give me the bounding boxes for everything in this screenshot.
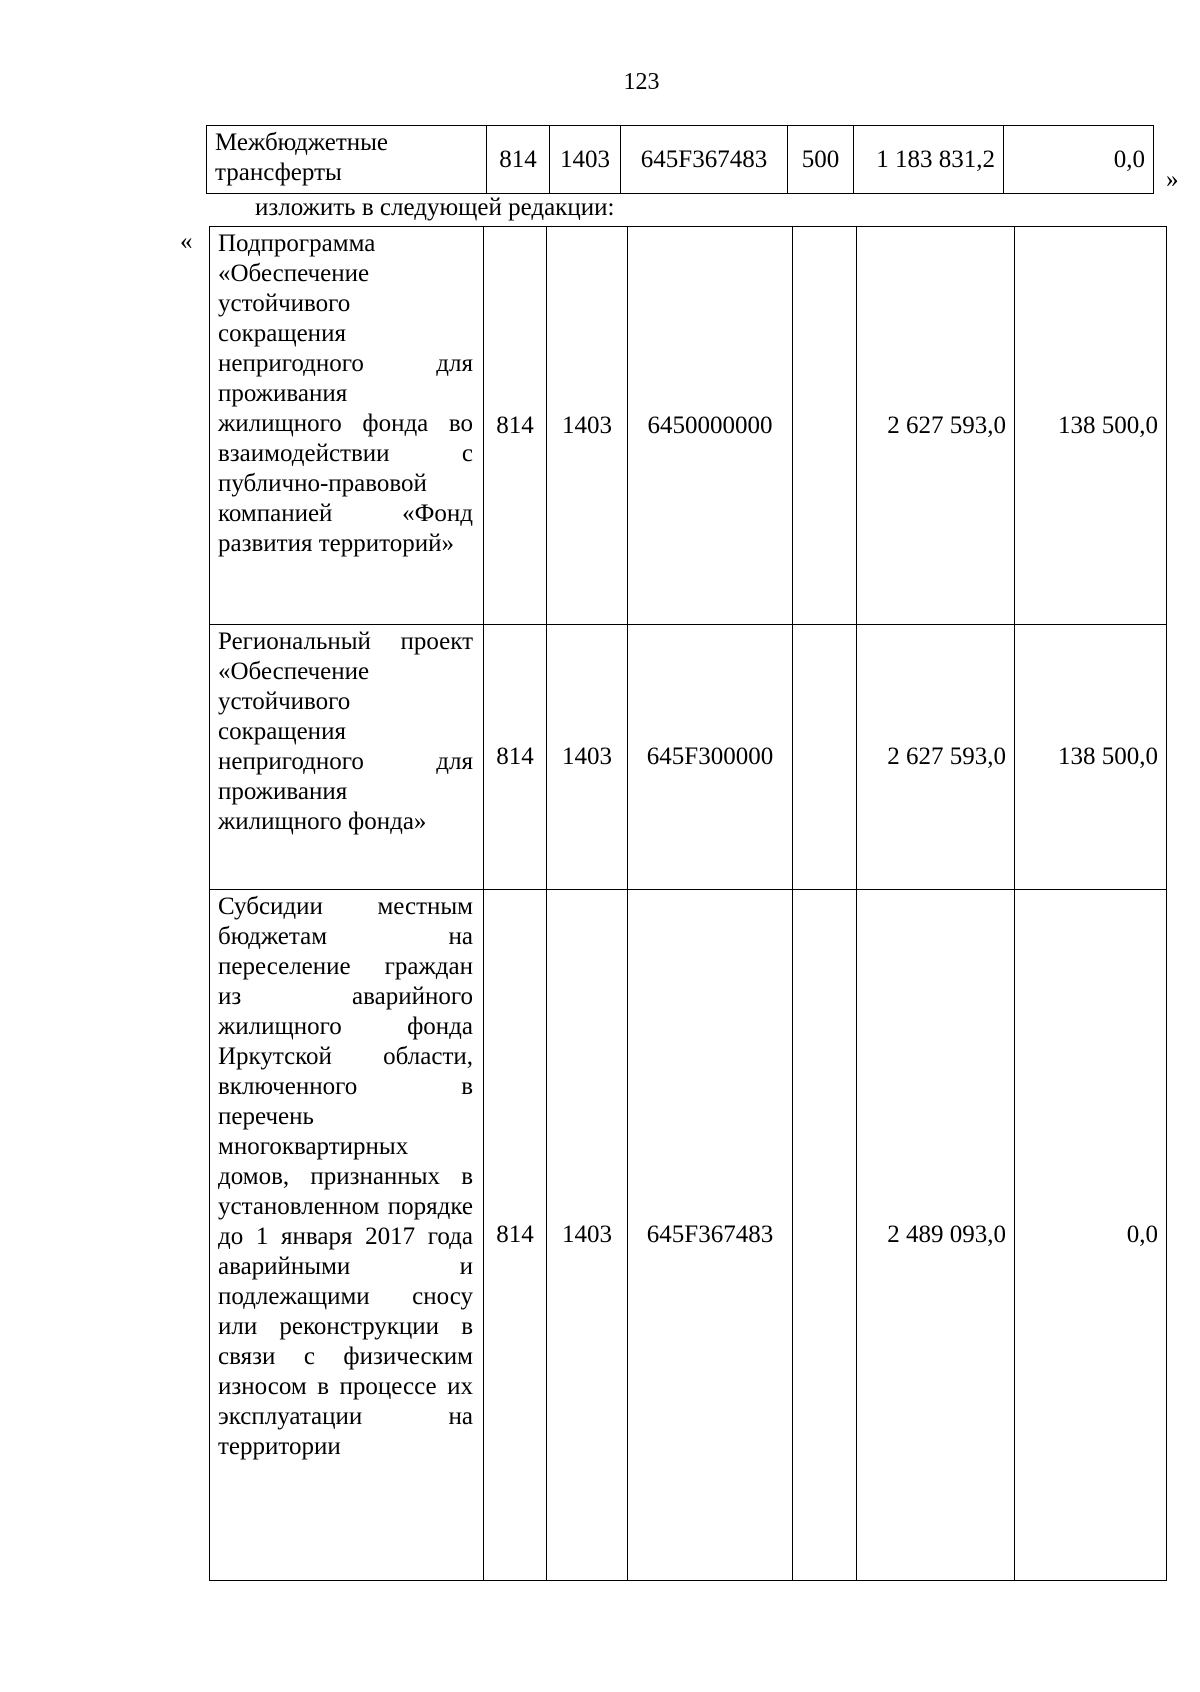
target-article-cell: 6450000000	[628, 227, 793, 625]
section-code-cell: 1403	[547, 890, 628, 1581]
amount-year2-cell: 0,0	[1004, 126, 1154, 194]
table-row	[210, 227, 1167, 625]
expense-type-cell	[793, 625, 857, 890]
page-number: 123	[623, 69, 660, 95]
section-code-cell: 1403	[550, 126, 621, 194]
section-code-cell: 1403	[547, 625, 628, 890]
intro-text: изложить в следующей редакции:	[255, 194, 615, 221]
amount-year1-cell: 2 627 593,0	[857, 227, 1015, 625]
row-name-cell: Региональный проект «Обеспечение устойчивого сокращения непригодного для проживания жилищного фонда»	[210, 625, 484, 890]
amount-year1-cell: 2 489 093,0	[857, 890, 1015, 1581]
table-row	[210, 890, 1167, 1581]
admin-code-cell: 814	[484, 625, 547, 890]
expense-type-cell	[793, 227, 857, 625]
table-row	[210, 625, 1167, 890]
amount-year2-cell: 138 500,0	[1015, 625, 1167, 890]
opening-quote: «	[180, 228, 193, 255]
target-article-cell: 645F367483	[621, 126, 788, 194]
admin-code-cell: 814	[487, 126, 550, 194]
amount-year2-cell: 0,0	[1015, 890, 1167, 1581]
admin-code-cell: 814	[484, 890, 547, 1581]
target-article-cell: 645F300000	[628, 625, 793, 890]
expense-type-cell	[793, 890, 857, 1581]
expense-type-cell: 500	[788, 126, 854, 194]
closing-quote: »	[1166, 166, 1179, 193]
row-name-cell: Подпрограмма «Обеспечение устойчивого сокращения непригодного для проживания жилищного фонда во взаимодействии с публично-правовой компанией «Фонд развития территорий»	[210, 227, 484, 625]
amount-year1-cell: 1 183 831,2	[854, 126, 1004, 194]
admin-code-cell: 814	[484, 227, 547, 625]
budget-table	[209, 226, 1167, 1581]
amount-year2-cell: 138 500,0	[1015, 227, 1167, 625]
row-name-cell: Субсидии местным бюджетам на переселение граждан из аварийного жилищного фонда Иркутской области, включенного в перечень многоквартирных домов, признанных в установленном порядке до 1 января 2017 года аварийными и подлежащими сносу или реконструкции в связи с физическим износом в процессе их эксплуатации на территории	[210, 890, 484, 1581]
target-article-cell: 645F367483	[628, 890, 793, 1581]
table-previous-row	[206, 125, 1154, 194]
section-code-cell: 1403	[547, 227, 628, 625]
table-row	[207, 126, 1154, 194]
amount-year1-cell: 2 627 593,0	[857, 625, 1015, 890]
row-name-cell: Межбюджетные трансферты	[207, 126, 487, 194]
